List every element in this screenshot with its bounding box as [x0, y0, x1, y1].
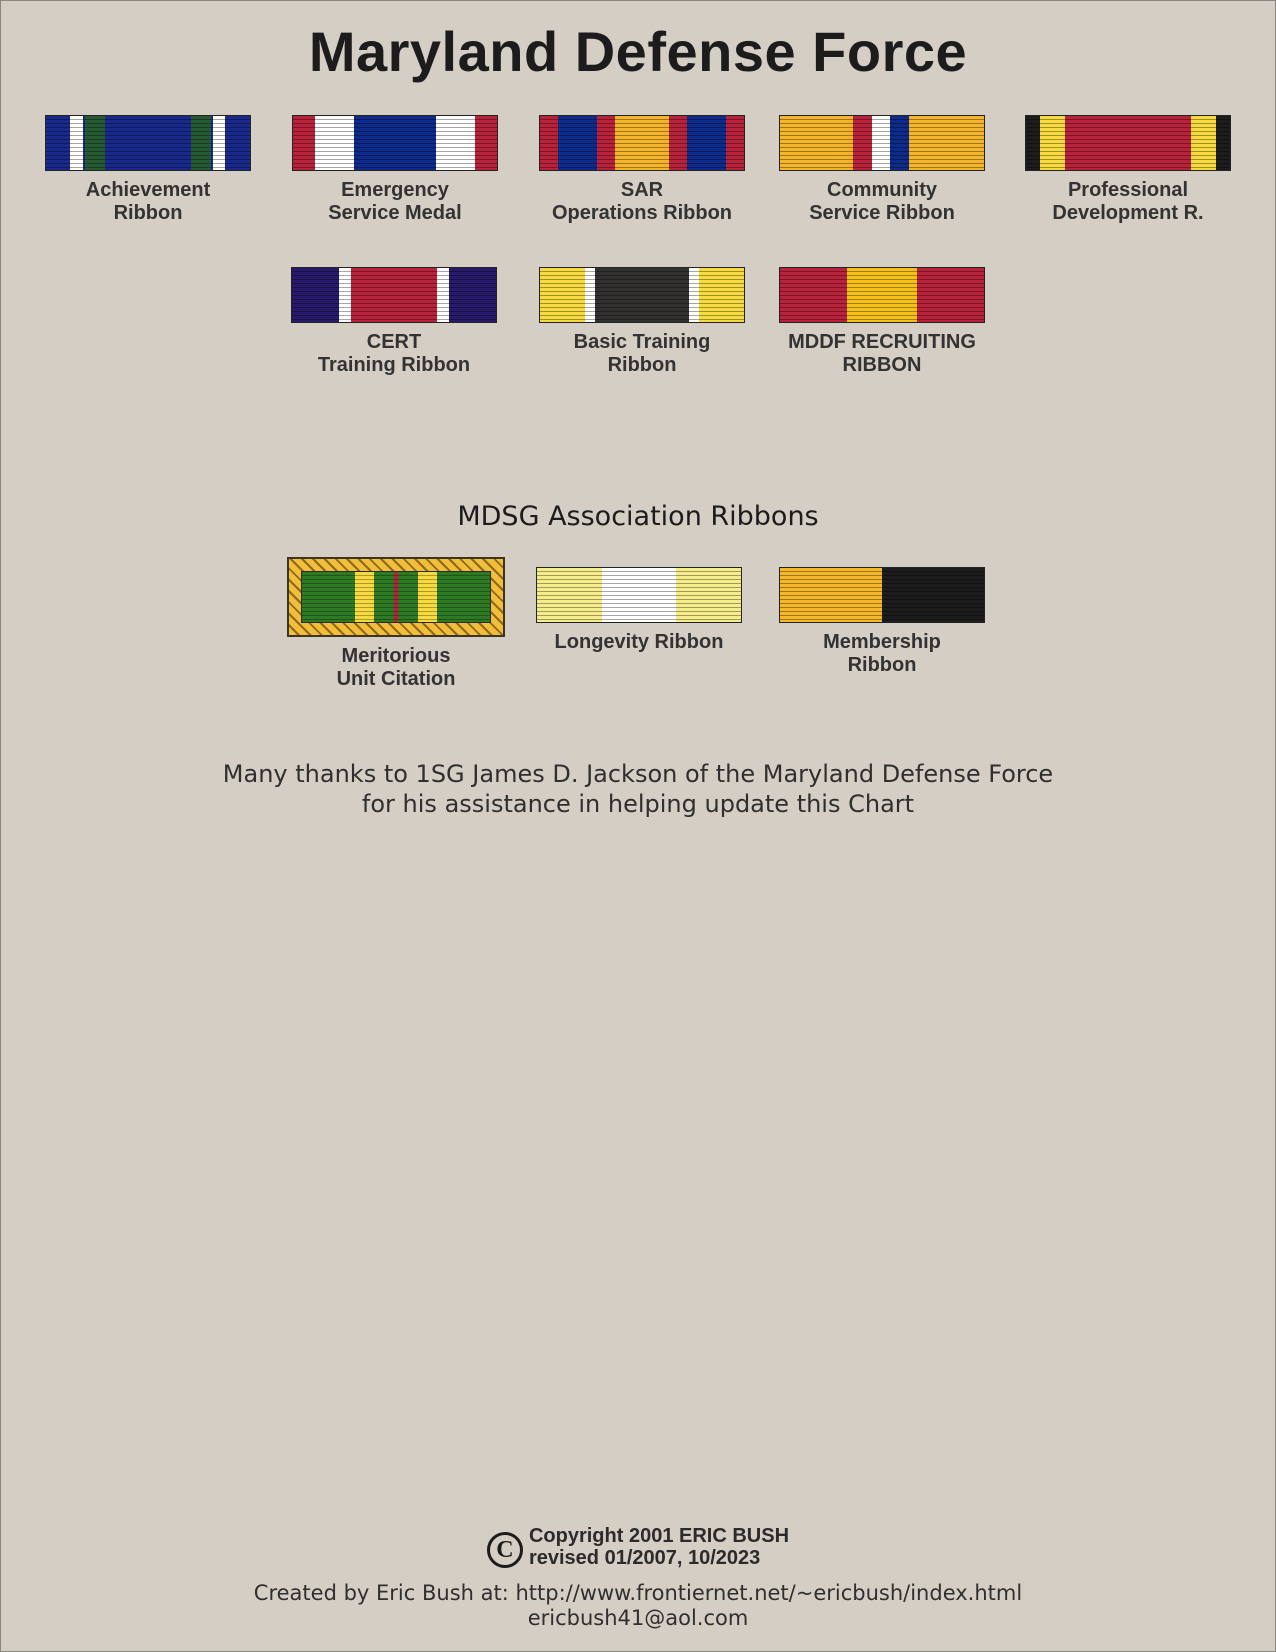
ribbon-texture: [302, 572, 490, 622]
ribbon-bar: [779, 267, 985, 323]
ribbon-bar: [779, 115, 985, 171]
ribbon-label: Longevity Ribbon: [554, 631, 724, 653]
ribbon-longevity: [536, 567, 746, 654]
ribbon-sar-operations: [539, 115, 749, 225]
ribbon-bar: [292, 115, 498, 171]
ribbon-bar: [539, 115, 745, 171]
ribbon-bar: [779, 567, 985, 623]
copyright-text: [529, 1525, 789, 1569]
ribbon-label: CERT Training Ribbon: [317, 331, 471, 376]
credits-url-line[interactable]: Created by Eric Bush at: http://www.frontiernet.net/~ericbush/index.html: [253, 1581, 1023, 1605]
ribbon-mddf-recruiting: [779, 267, 989, 377]
ribbon-label: Achievement Ribbon: [85, 179, 211, 224]
association-section-title: MDSG Association Ribbons: [457, 501, 819, 532]
ribbon-label: SAR Operations Ribbon: [552, 179, 732, 224]
ribbon-bar: [536, 567, 742, 623]
citation-frame: [287, 557, 505, 637]
ribbon-achievement: [45, 115, 255, 225]
ribbon-emergency-service: [292, 115, 502, 225]
ribbon-label: Meritorious Unit Citation: [336, 645, 456, 690]
ribbon-cert-training: [291, 267, 501, 377]
thanks-line-1: Many thanks to 1SG James D. Jackson of the Maryland Defense Force: [222, 760, 1054, 788]
ribbon-bar: [539, 267, 745, 323]
ribbon-label: Basic Training Ribbon: [573, 331, 711, 376]
copyright-icon: C: [487, 1532, 523, 1568]
credits: [1, 1581, 1275, 1631]
ribbon-label: Professional Development R.: [1052, 179, 1204, 224]
thanks-line-2: for his assistance in helping update this Chart: [361, 790, 915, 818]
copyright-line-2: revised 01/2007, 10/2023: [528, 1547, 761, 1569]
ribbon-label: Emergency Service Medal: [328, 179, 462, 224]
ribbon-label: Membership Ribbon: [823, 631, 941, 676]
ribbon-label: MDDF RECRUITING RIBBON: [788, 331, 976, 376]
ribbon-basic-training: [539, 267, 749, 377]
copyright-block: [1, 1525, 1275, 1569]
credits-email[interactable]: ericbush41@aol.com: [527, 1606, 749, 1630]
ribbon-bar: [1025, 115, 1231, 171]
ribbon-bar: [301, 571, 491, 623]
copyright-line-1: Copyright 2001 ERIC BUSH: [528, 1525, 790, 1547]
ribbon-membership: [779, 567, 989, 677]
acknowledgement: [1, 759, 1275, 819]
ribbon-professional-development: [1025, 115, 1235, 225]
ribbon-label: Community Service Ribbon: [809, 179, 955, 224]
ribbon-community-service: [779, 115, 989, 225]
ribbon-bar: [45, 115, 251, 171]
ribbon-meritorious-unit-citation: [287, 557, 509, 691]
ribbon-bar: [291, 267, 497, 323]
page-title: Maryland Defense Force: [308, 20, 968, 83]
